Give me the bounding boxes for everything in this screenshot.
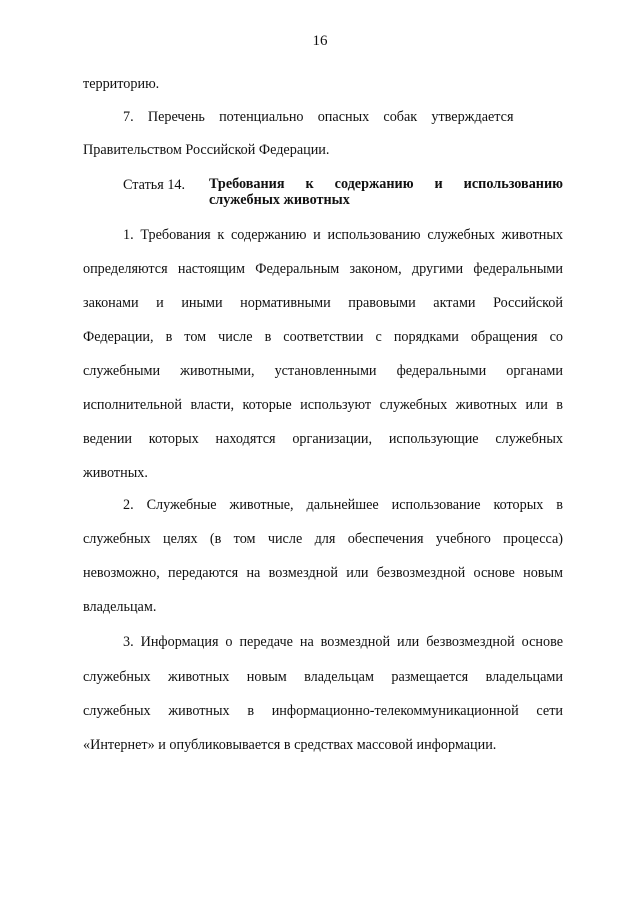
paragraph-3-line: служебных животных в информационно-телекоммуникационной сети [83, 703, 563, 719]
article-title-line: служебных животных [209, 192, 350, 208]
paragraph-1-line: 1. Требования к содержанию и использованию служебных животных [123, 227, 563, 243]
paragraph-7-line: Правительством Российской Федерации. [83, 142, 330, 158]
paragraph-3-line: 3. Информация о передаче на возмездной или безвозмездной основе [123, 634, 563, 650]
article-title-line: Требования к содержанию и использованию [209, 176, 563, 192]
paragraph-2-line: невозможно, передаются на возмездной или безвозмездной основе новым [83, 565, 563, 581]
paragraph-1-line: исполнительной власти, которые используют служебных животных или в [83, 397, 563, 413]
text-line: территорию. [83, 76, 160, 92]
paragraph-3-line: служебных животных новым владельцам размещается владельцами [83, 669, 563, 685]
paragraph-3-line: «Интернет» и опубликовывается в средствах массовой информации. [83, 737, 497, 753]
page-number: 16 [312, 33, 328, 49]
paragraph-1-line: законами и иными нормативными правовыми актами Российской [83, 295, 563, 311]
paragraph-1-line: ведении которых находятся организации, использующие служебных [83, 431, 563, 447]
article-number: Статья 14. [123, 177, 186, 193]
paragraph-2-line: служебных целях (в том числе для обеспечения учебного процесса) [83, 531, 563, 547]
paragraph-1-line: определяются настоящим Федеральным законом, другими федеральными [83, 261, 563, 277]
paragraph-7-line: 7. Перечень потенциально опасных собак утверждается [123, 109, 514, 125]
paragraph-1-line: Федерации, в том числе в соответствии с порядками обращения со [83, 329, 563, 345]
paragraph-2-line: владельцам. [83, 599, 157, 615]
paragraph-2-line: 2. Служебные животные, дальнейшее использование которых в [123, 497, 563, 513]
paragraph-1-line: животных. [83, 465, 148, 481]
paragraph-1-line: служебными животными, установленными федеральными органами [83, 363, 563, 379]
